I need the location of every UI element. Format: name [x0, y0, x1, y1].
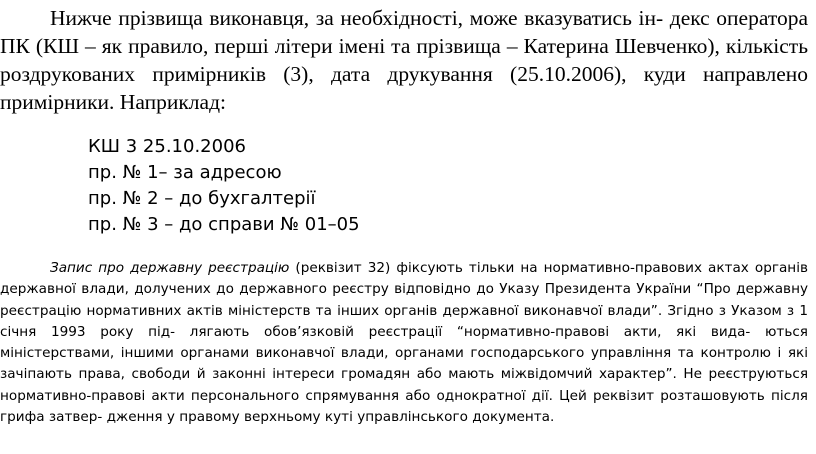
example-line-copy-1: пр. № 1– за адресою — [88, 162, 282, 183]
paragraph-executor-info: Нижче прізвища виконавця, за необхідності, може вказуватись ін- декс оператора ПК (КШ – як правило, перші літери імені та прізвища – Катерина Шевченко), кількість роздрукованих примірників (3), дата друкування (25.10.2006), куди направлено примірники. Наприклад: — [0, 6, 808, 114]
example-line-copy-3: пр. № 3 – до справи № 01–05 — [88, 214, 360, 235]
state-registration-term: Запис про державну реєстрацію — [50, 260, 290, 276]
example-line-copy-2: пр. № 2 – до бухгалтерії — [88, 188, 316, 209]
paragraph-state-registration — [0, 258, 808, 428]
example-block — [88, 134, 360, 238]
example-line-operator-date: КШ 3 25.10.2006 — [88, 136, 246, 157]
state-registration-text: (реквізит 32) фіксують тільки на нормативно-правових актах органів державної влади, долучених до державного реєстру відповідно до Указу Президента України “Про державну реєстрацію нормативних актів міністерств та інших органів державної виконавчої влади”. Згідно з Указом з 1 січня 1993 року під- лягають обов’язковій реєстрації “нормативно-правові акти, які вида- ються міністерствами, іншими органами виконавчої влади, органами господарського управління та контролю і які зачіпають права, свободи й законні інтереси громадян або мають міжвідомчий характер”. Не реєструються нормативно-правові акти персонального спрямування або однократної дії. Цей реквізит розташовують після грифа затвер- дження у правому верхньому куті управлінського документа. — [0, 260, 808, 426]
